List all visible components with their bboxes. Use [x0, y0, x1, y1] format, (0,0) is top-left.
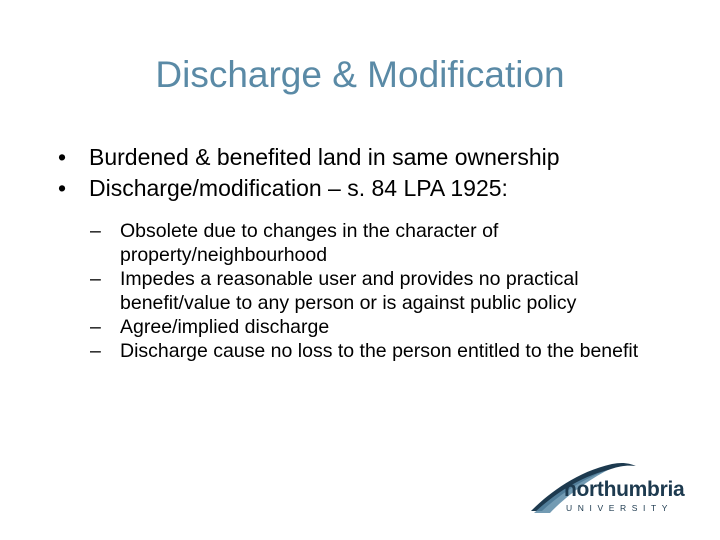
sub-bullet-text: Agree/implied discharge [120, 316, 330, 338]
bullet-marker: • [58, 144, 67, 170]
bullet-item [56, 173, 696, 204]
university-logo [528, 458, 685, 518]
sub-bullet-marker: – [90, 316, 101, 338]
bullet-text: Discharge/modification – s. 84 LPA 1925: [89, 175, 508, 201]
bullet-marker: • [58, 175, 67, 201]
bullet-item [56, 142, 696, 173]
logo-wordmark: northumbria [564, 478, 685, 501]
sub-bullet-text: Impedes a reasonable user and provides no practical benefit/value to any person or is against public policy [120, 268, 579, 314]
sub-bullet-marker: – [90, 268, 101, 290]
slide-title: Discharge & Modification [155, 54, 565, 95]
bullet-list [56, 142, 696, 363]
sub-bullet-item [90, 339, 650, 363]
sub-bullet-list [90, 219, 650, 363]
sub-bullet-item [90, 315, 650, 339]
sub-bullet-text: Discharge cause no loss to the person entitled to the benefit [120, 340, 639, 362]
sub-bullet-marker: – [90, 220, 101, 242]
sub-bullet-item [90, 219, 650, 267]
sub-bullet-item [90, 267, 650, 315]
sub-bullet-marker: – [90, 340, 101, 362]
sub-bullet-text: Obsolete due to changes in the character of property/neighbourhood [120, 220, 499, 266]
logo-subtitle: UNIVERSITY [566, 503, 674, 513]
bullet-text: Burdened & benefited land in same ownership [89, 144, 560, 170]
